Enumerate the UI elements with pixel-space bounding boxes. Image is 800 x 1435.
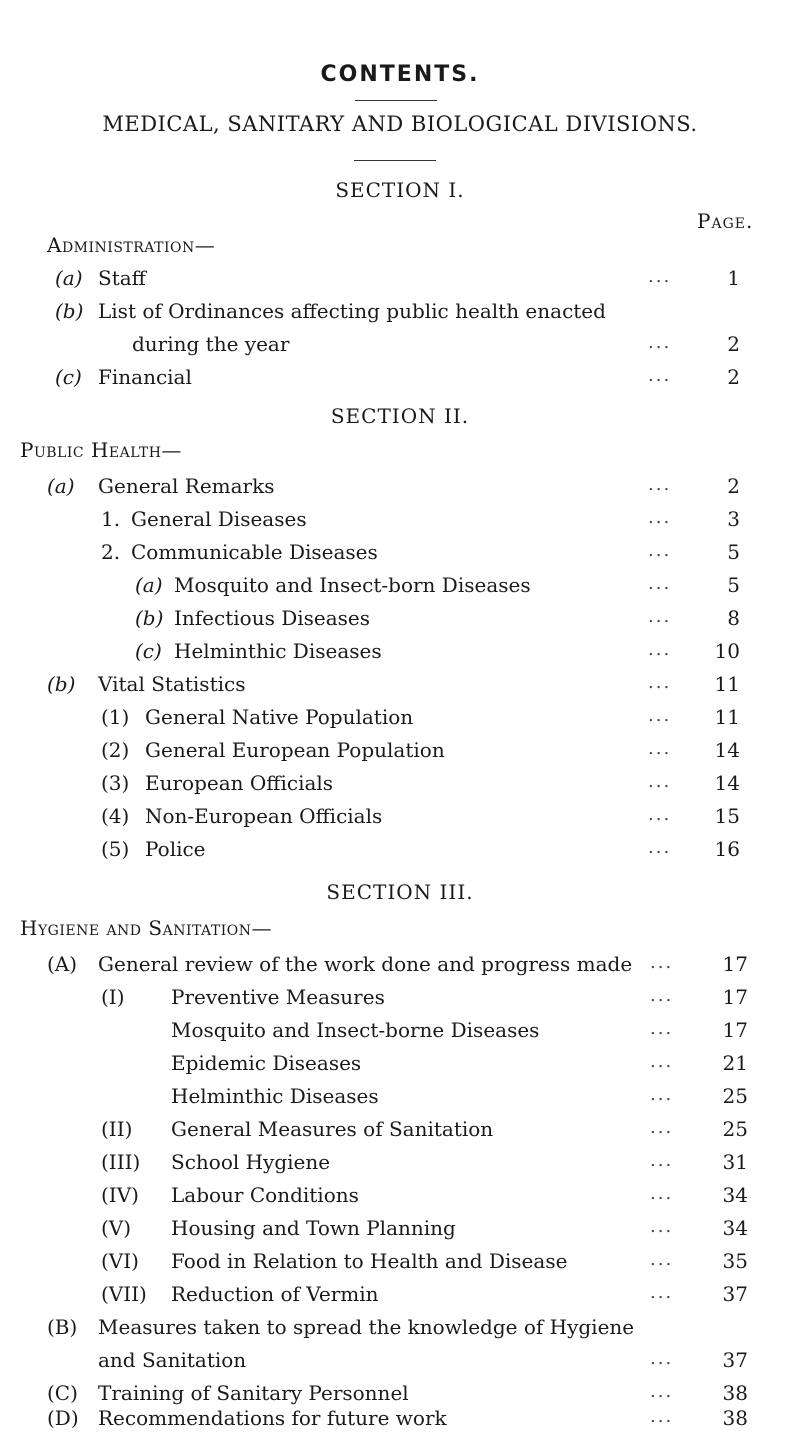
leader-dots: ... [650, 952, 674, 973]
entry-text: European Officials [145, 771, 334, 795]
entry-label: (C) [47, 1381, 78, 1405]
entry-text: Mosquito and Insect-born Diseases [174, 573, 531, 597]
entry-label: 1. [101, 507, 121, 531]
page-number: 31 [722, 1150, 748, 1174]
leader-dots: ... [650, 985, 674, 1006]
entry-text: Epidemic Diseases [171, 1051, 362, 1075]
page-title: CONTENTS. [320, 62, 480, 87]
leader-dots: ... [650, 1282, 674, 1303]
leader-dots: ... [648, 332, 672, 353]
divider [355, 100, 437, 101]
page-number: 2 [727, 474, 740, 498]
group-heading: Public Health— [20, 438, 182, 462]
page-number: 38 [722, 1406, 748, 1430]
entry-label: (V) [101, 1216, 132, 1240]
entry-label: (b) [135, 606, 164, 630]
leader-dots: ... [648, 540, 672, 561]
entry-label: (4) [101, 804, 130, 828]
page-number: 17 [722, 985, 748, 1009]
entry-label: (a) [55, 266, 83, 290]
page-number: 34 [722, 1183, 748, 1207]
entry-text: Helminthic Diseases [174, 639, 382, 663]
entry-text: General Measures of Sanitation [171, 1117, 494, 1141]
entry-label: (VII) [101, 1282, 147, 1306]
entry-label: (b) [55, 299, 84, 323]
page-number: 5 [727, 573, 740, 597]
entry-label: (2) [101, 738, 130, 762]
entry-label: (I) [101, 985, 125, 1009]
leader-dots: ... [650, 1018, 674, 1039]
leader-dots: ... [648, 837, 672, 858]
leader-dots: ... [648, 771, 672, 792]
leader-dots: ... [650, 1084, 674, 1105]
leader-dots: ... [648, 573, 672, 594]
page-number: 25 [722, 1117, 748, 1141]
page-number: 14 [714, 771, 740, 795]
page-number: 2 [727, 332, 740, 356]
divider [354, 160, 436, 161]
entry-text: Measures taken to spread the knowledge of Hygiene [98, 1315, 635, 1339]
page-number: 34 [722, 1216, 748, 1240]
entry-label: (b) [47, 672, 76, 696]
leader-dots: ... [650, 1406, 674, 1427]
page-number: 37 [722, 1282, 748, 1306]
page-number: 8 [727, 606, 740, 630]
leader-dots: ... [650, 1117, 674, 1138]
page-number: 11 [714, 705, 740, 729]
entry-text: Food in Relation to Health and Disease [171, 1249, 568, 1273]
section-heading: SECTION I. [335, 178, 465, 202]
page-number: 37 [722, 1348, 748, 1372]
entry-label: 2. [101, 540, 121, 564]
page-column-header: Page. [697, 209, 754, 233]
entry-text: School Hygiene [171, 1150, 331, 1174]
entry-label: (A) [47, 952, 78, 976]
entry-label: (1) [101, 705, 130, 729]
page-number: 10 [714, 639, 740, 663]
leader-dots: ... [648, 365, 672, 386]
entry-text: Reduction of Vermin [171, 1282, 379, 1306]
group-heading: Hygiene and Sanitation— [20, 916, 272, 940]
entry-text: Financial [98, 365, 192, 389]
leader-dots: ... [650, 1348, 674, 1369]
entry-text: Labour Conditions [171, 1183, 359, 1207]
entry-label: (5) [101, 837, 130, 861]
entry-text-continued: and Sanitation [98, 1348, 247, 1372]
leader-dots: ... [650, 1249, 674, 1270]
leader-dots: ... [650, 1381, 674, 1402]
leader-dots: ... [648, 507, 672, 528]
entry-text: General European Population [145, 738, 445, 762]
entry-text: Training of Sanitary Personnel [98, 1381, 409, 1405]
entry-text: Housing and Town Planning [171, 1216, 456, 1240]
leader-dots: ... [648, 738, 672, 759]
page-number: 35 [722, 1249, 748, 1273]
entry-label: (II) [101, 1117, 133, 1141]
group-heading: Administration— [47, 233, 216, 257]
entry-text: Communicable Diseases [131, 540, 378, 564]
leader-dots: ... [650, 1150, 674, 1171]
entry-label: (c) [55, 365, 82, 389]
page-number: 21 [722, 1051, 748, 1075]
page-number: 17 [722, 1018, 748, 1042]
subtitle: MEDICAL, SANITARY AND BIOLOGICAL DIVISIONS. [102, 112, 698, 136]
entry-label: (3) [101, 771, 130, 795]
leader-dots: ... [648, 266, 672, 287]
leader-dots: ... [648, 606, 672, 627]
leader-dots: ... [650, 1051, 674, 1072]
entry-label: (D) [47, 1406, 79, 1430]
leader-dots: ... [650, 1183, 674, 1204]
entry-text: Recommendations for future work [98, 1406, 447, 1430]
leader-dots: ... [650, 1216, 674, 1237]
entry-text: Vital Statistics [98, 672, 246, 696]
page-number: 25 [722, 1084, 748, 1108]
leader-dots: ... [648, 474, 672, 495]
entry-label: (a) [47, 474, 75, 498]
entry-text: Non-European Officials [145, 804, 383, 828]
entry-text: Staff [98, 266, 146, 290]
entry-label: (a) [135, 573, 163, 597]
entry-text: General Remarks [98, 474, 275, 498]
entry-label: (c) [135, 639, 162, 663]
section-heading: SECTION III. [326, 880, 474, 904]
entry-text: Police [145, 837, 206, 861]
entry-text: Mosquito and Insect-borne Diseases [171, 1018, 540, 1042]
page-number: 16 [714, 837, 740, 861]
entry-text: Helminthic Diseases [171, 1084, 379, 1108]
page-number: 3 [727, 507, 740, 531]
page-number: 15 [714, 804, 740, 828]
page-number: 17 [722, 952, 748, 976]
entry-text: List of Ordinances affecting public health enacted [98, 299, 606, 323]
entry-label: (VI) [101, 1249, 139, 1273]
entry-text: Infectious Diseases [174, 606, 371, 630]
leader-dots: ... [648, 672, 672, 693]
entry-label: (IV) [101, 1183, 139, 1207]
entry-text-continued: during the year [132, 332, 290, 356]
page-number: 14 [714, 738, 740, 762]
entry-text: General review of the work done and progress made [98, 952, 633, 976]
page-number: 1 [727, 266, 740, 290]
entry-text: General Native Population [145, 705, 414, 729]
leader-dots: ... [648, 705, 672, 726]
page-number: 11 [714, 672, 740, 696]
entry-label: (III) [101, 1150, 141, 1174]
page-number: 5 [727, 540, 740, 564]
entry-text: General Diseases [131, 507, 307, 531]
leader-dots: ... [648, 639, 672, 660]
leader-dots: ... [648, 804, 672, 825]
entry-label: (B) [47, 1315, 78, 1339]
page-number: 38 [722, 1381, 748, 1405]
page-number: 2 [727, 365, 740, 389]
entry-text: Preventive Measures [171, 985, 385, 1009]
section-heading: SECTION II. [330, 404, 470, 428]
